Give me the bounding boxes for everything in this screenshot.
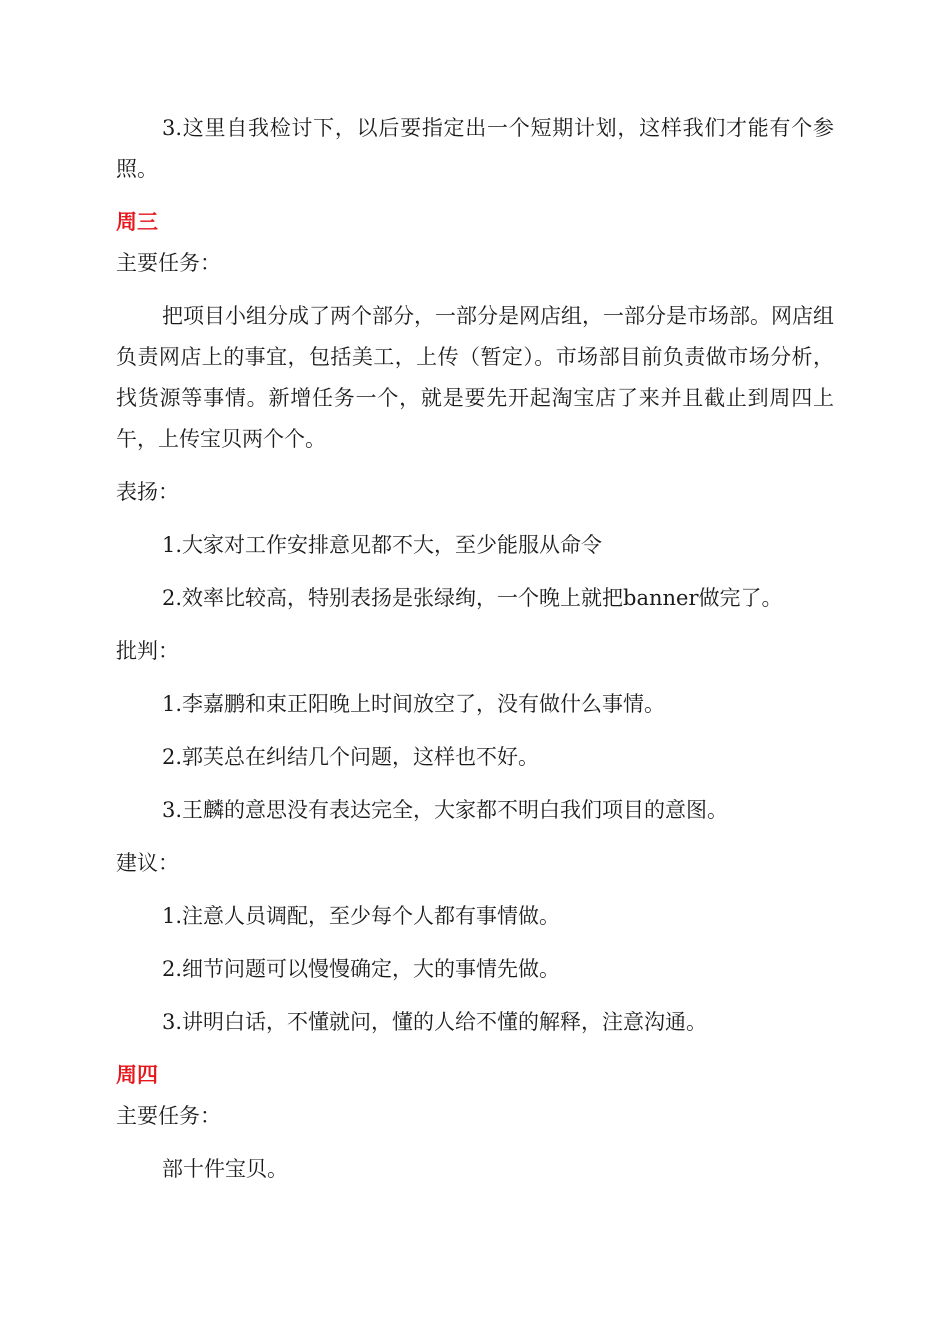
wednesday-suggestion-label: 建议：: [116, 851, 179, 875]
wednesday-main-task-text: 把项目小组分成了两个部分，一部分是网店组，一部分是市场部。网店组负责网店上的事宜，包括美工，上传（暂定）。市场部目前负责做市场分析，找货源等事情。新增任务一个，就是要先开起淘宝店了来并且截止到周四上午，上传宝贝两个个。: [116, 304, 834, 451]
thursday-main-task-text: 部十件宝贝。: [162, 1157, 288, 1181]
previous-list-item-3: 3.这里自我检讨下，以后要指定出一个短期计划，这样我们才能有个参照。: [116, 116, 834, 181]
criticism-item-2: 2.郭芙总在纠结几个问题，这样也不好。: [162, 745, 540, 769]
thursday-main-task-label: 主要任务：: [116, 1104, 221, 1128]
document-page: [116, 108, 834, 1190]
thursday-heading: 周四: [116, 1063, 158, 1087]
praise-item-1: 1.大家对工作安排意见都不大，至少能服从命令: [162, 533, 603, 557]
suggestion-item-3: 3.讲明白话，不懂就问，懂的人给不懂的解释，注意沟通。: [162, 1010, 708, 1034]
praise-item-2: 2.效率比较高，特别表扬是张绿绚，一个晚上就把banner做完了。: [162, 586, 783, 610]
wednesday-praise-label: 表扬：: [116, 480, 179, 504]
criticism-item-3: 3.王麟的意思没有表达完全，大家都不明白我们项目的意图。: [162, 798, 729, 822]
wednesday-criticism-label: 批判：: [116, 639, 179, 663]
wednesday-heading: 周三: [116, 210, 158, 234]
wednesday-main-task-label: 主要任务：: [116, 251, 221, 275]
criticism-item-1: 1.李嘉鹏和束正阳晚上时间放空了，没有做什么事情。: [162, 692, 666, 716]
suggestion-item-2: 2.细节问题可以慢慢确定，大的事情先做。: [162, 957, 561, 981]
suggestion-item-1: 1.注意人员调配，至少每个人都有事情做。: [162, 904, 561, 928]
